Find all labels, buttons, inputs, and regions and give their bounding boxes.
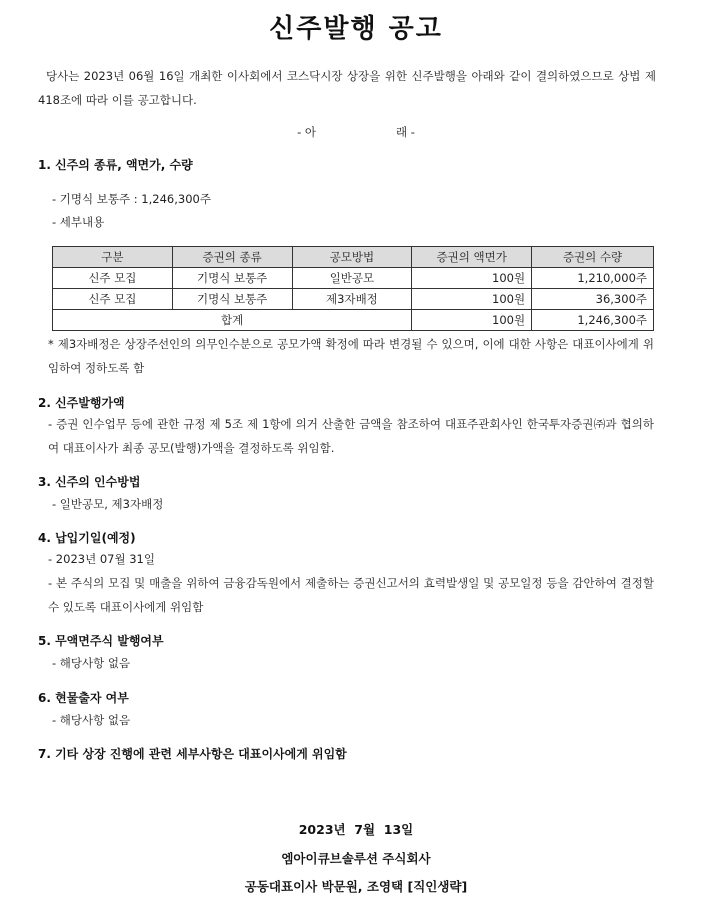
section-6-line: - 해당사항 없음	[52, 713, 131, 727]
cell-security-type: 기명식 보통주	[172, 268, 292, 289]
section-1-heading: 1. 신주의 종류, 액면가, 수량	[38, 158, 193, 172]
section-2-text: - 증권 인수업무 등에 관한 규정 제 5조 제 1항에 의거 산출한 금액을 참조하여 대표주관회사인 한국투자증권㈜과 협의하여 대표이사가 최종 공모(발행)가액을 결정하도록 위임함.	[48, 417, 654, 455]
cell-total-quantity: 1,246,300주	[532, 310, 654, 331]
cell-quantity: 36,300주	[532, 289, 654, 310]
below-marker-right: 래 -	[396, 125, 415, 139]
table-total-row	[53, 310, 654, 331]
table-row	[53, 268, 654, 289]
section-5-line: - 해당사항 없음	[52, 656, 131, 670]
header-offering-method: 공모방법	[292, 247, 412, 268]
footer-signers: 공동대표이사 박문원, 조영택 [직인생략]	[244, 879, 468, 894]
issuance-table	[52, 246, 654, 331]
footer-company: 엠아이큐브솔루션 주식회사	[281, 851, 431, 866]
cell-total-label: 합계	[53, 310, 412, 331]
cell-par-value: 100원	[412, 268, 532, 289]
section-5-heading: 5. 무액면주식 발행여부	[38, 634, 164, 648]
below-marker	[0, 124, 712, 140]
intro-text: 당사는 2023년 06월 16일 개최한 이사회에서 코스닥시장 상장을 위한 신주발행을 아래와 같이 결의하였으므로 상법 제 418조에 따라 이를 공고합니다.	[38, 69, 656, 107]
cell-category: 신주 모집	[53, 289, 173, 310]
cell-offering-method: 제3자배정	[292, 289, 412, 310]
section-7-heading: 7. 기타 상장 진행에 관련 세부사항은 대표이사에게 위임함	[38, 747, 347, 761]
cell-total-par-value: 100원	[412, 310, 532, 331]
document-title: 신주발행 공고	[269, 14, 443, 44]
section-3-line: - 일반공모, 제3자배정	[52, 497, 164, 511]
header-quantity: 증권의 수량	[532, 247, 654, 268]
section-4-date: - 2023년 07월 31일	[48, 552, 155, 566]
header-security-type: 증권의 종류	[172, 247, 292, 268]
section-4-text: - 본 주식의 모집 및 매출을 위하여 금융감독원에서 제출하는 증권신고서의 효력발생일 및 공모일정 등을 감안하여 결정할 수 있도록 대표이사에게 위임함	[48, 576, 654, 614]
header-category: 구분	[53, 247, 173, 268]
cell-par-value: 100원	[412, 289, 532, 310]
footer-date: 2023년 7월 13일	[298, 822, 414, 837]
cell-category: 신주 모집	[53, 268, 173, 289]
cell-security-type: 기명식 보통주	[172, 289, 292, 310]
section-1-details-label: - 세부내용	[52, 215, 105, 229]
section-1-note: * 제3자배정은 상장주선인의 의무인수분으로 공모가액 확정에 따라 변경될 수 있으며, 이에 대한 사항은 대표이사에게 위임하여 정하도록 함	[48, 337, 654, 375]
intro-paragraph	[38, 64, 656, 112]
section-4-heading: 4. 납입기일(예정)	[38, 531, 136, 545]
below-marker-left: - 아	[297, 125, 316, 139]
section-1-stock-type: - 기명식 보통주 : 1,246,300주	[52, 192, 211, 206]
section-6-heading: 6. 현물출자 여부	[38, 691, 129, 705]
header-par-value: 증권의 액면가	[412, 247, 532, 268]
section-3-heading: 3. 신주의 인수방법	[38, 475, 141, 489]
table-header-row	[53, 247, 654, 268]
table-row	[53, 289, 654, 310]
cell-quantity: 1,210,000주	[532, 268, 654, 289]
cell-offering-method: 일반공모	[292, 268, 412, 289]
section-2-heading: 2. 신주발행가액	[38, 396, 125, 410]
